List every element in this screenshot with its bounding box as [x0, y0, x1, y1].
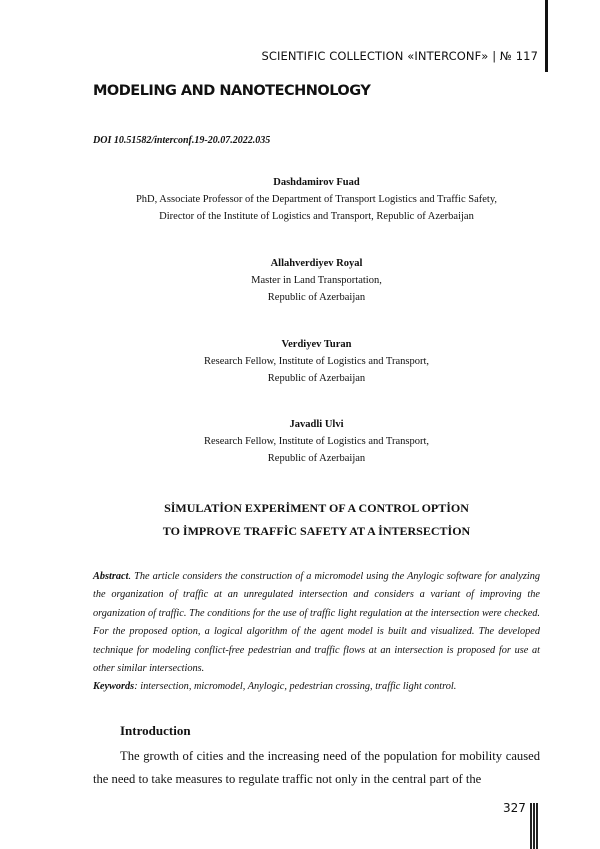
keywords	[93, 678, 540, 696]
introduction-text: The growth of cities and the increasing need of the population for mobility caused the need to take measures to regulate traffic not only in the central part of the	[93, 749, 540, 786]
author-name: Allahverdiyev Royal	[270, 258, 363, 269]
author-affiliation: Republic of Azerbaijan	[267, 292, 366, 303]
author-name: Verdiyev Turan	[281, 339, 352, 350]
author-affiliation: Director of the Institute of Logistics and Transport, Republic of Azerbaijan	[159, 211, 474, 222]
footer-rule	[536, 803, 538, 849]
author-block	[93, 416, 540, 467]
abstract-label: Abstract	[93, 571, 129, 582]
abstract-paragraph	[93, 568, 540, 678]
abstract	[93, 568, 540, 697]
doi: DOI 10.51582/interconf.19-20.07.2022.035	[93, 135, 271, 146]
running-header: SCIENTIFIC COLLECTION «INTERCONF» | № 117	[261, 49, 538, 63]
author-affiliation: Republic of Azerbaijan	[267, 373, 366, 384]
title-line: TO İMPROVE TRAFFİC SAFETY AT A İNTERSECTİON	[162, 524, 471, 538]
author-affiliation: Master in Land Transportation,	[251, 275, 382, 286]
section-heading: MODELING AND NANOTECHNOLOGY	[93, 83, 371, 99]
article-title	[93, 497, 540, 543]
introduction-heading: Introduction	[120, 723, 191, 738]
header-rule	[545, 0, 548, 72]
title-line: SİMULATİON EXPERİMENT OF A CONTROL OPTİON	[164, 501, 469, 515]
author-affiliation: Research Fellow, Institute of Logistics and Transport,	[203, 356, 430, 367]
footer-rule	[533, 803, 535, 849]
abstract-text: . The article considers the construction of a micromodel using the Anylogic software for analyzing the organization of traffic at an unregulated intersection and considers a variant of improving the organization of traffic. The conditions for the use of traffic light regulation at the intersection were checked. For the proposed option, a logical algorithm of the agent model is built and visualized. The developed technique for modeling conflict-free pedestrian and traffic flows at an intersection is proposed for use at other similar intersections.	[93, 571, 540, 675]
author-block	[93, 174, 540, 225]
author-affiliation: Republic of Azerbaijan	[267, 453, 366, 464]
keywords-text: : intersection, micromodel, Anylogic, pedestrian crossing, traffic light control.	[134, 681, 457, 693]
author-block	[93, 255, 540, 306]
footer-rule	[530, 803, 532, 849]
keywords-label: Keywords	[93, 681, 135, 693]
author-affiliation: Research Fellow, Institute of Logistics and Transport,	[203, 436, 430, 447]
page-number: 327	[503, 801, 526, 815]
author-affiliation: PhD, Associate Professor of the Department of Transport Logistics and Traffic Safety,	[135, 194, 498, 205]
author-block	[93, 336, 540, 387]
author-name: Javadli Ulvi	[289, 419, 344, 430]
author-name: Dashdamirov Fuad	[273, 177, 360, 188]
